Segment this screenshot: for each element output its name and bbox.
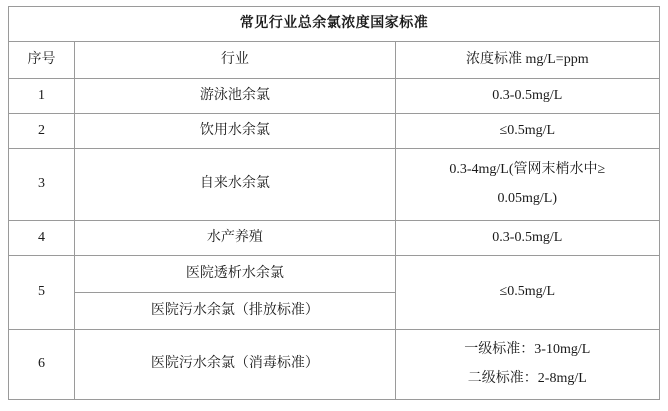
row-industry: 医院透析水余氯 — [75, 256, 395, 293]
row-concentration: ≤0.5mg/L — [395, 114, 659, 149]
row-industry: 水产养殖 — [75, 221, 395, 256]
row-industry: 饮用水余氯 — [75, 114, 395, 149]
column-header-concentration: 浓度标准 mg/L=ppm — [395, 42, 659, 79]
row-concentration — [395, 149, 659, 221]
row-concentration — [395, 330, 659, 400]
table-row — [9, 330, 660, 400]
row-industry: 游泳池余氯 — [75, 79, 395, 114]
table-row — [9, 149, 660, 221]
row-no: 4 — [9, 221, 75, 256]
row-no: 6 — [9, 330, 75, 400]
row-concentration-line2: 0.05mg/L) — [497, 191, 558, 206]
row-no: 1 — [9, 79, 75, 114]
table-row — [9, 221, 660, 256]
table-header-row — [9, 42, 660, 79]
row-no: 5 — [9, 256, 75, 330]
row-concentration-line1: 0.3-4mg/L(管网末梢水中≥ — [449, 161, 606, 177]
row-concentration: ≤0.5mg/L — [395, 256, 659, 330]
table-row — [9, 79, 660, 114]
table-row — [9, 114, 660, 149]
row-no: 3 — [9, 149, 75, 221]
chlorine-standards-table — [8, 6, 660, 400]
row-concentration: 0.3-0.5mg/L — [395, 79, 659, 114]
table-row — [9, 256, 660, 293]
row-concentration: 0.3-0.5mg/L — [395, 221, 659, 256]
row-no: 2 — [9, 114, 75, 149]
row-concentration-line1: 一级标准：3-10mg/L — [464, 341, 591, 357]
row-industry: 医院污水余氯（排放标准） — [75, 293, 395, 330]
row-industry: 自来水余氯 — [75, 149, 395, 221]
row-concentration-line2: 二级标准：2-8mg/L — [467, 371, 587, 386]
column-header-industry: 行业 — [75, 42, 395, 79]
column-header-no: 序号 — [9, 42, 75, 79]
table-title-row — [9, 7, 660, 42]
row-industry: 医院污水余氯（消毒标准） — [75, 330, 395, 400]
page-title: 常见行业总余氯浓度国家标准 — [9, 7, 660, 42]
